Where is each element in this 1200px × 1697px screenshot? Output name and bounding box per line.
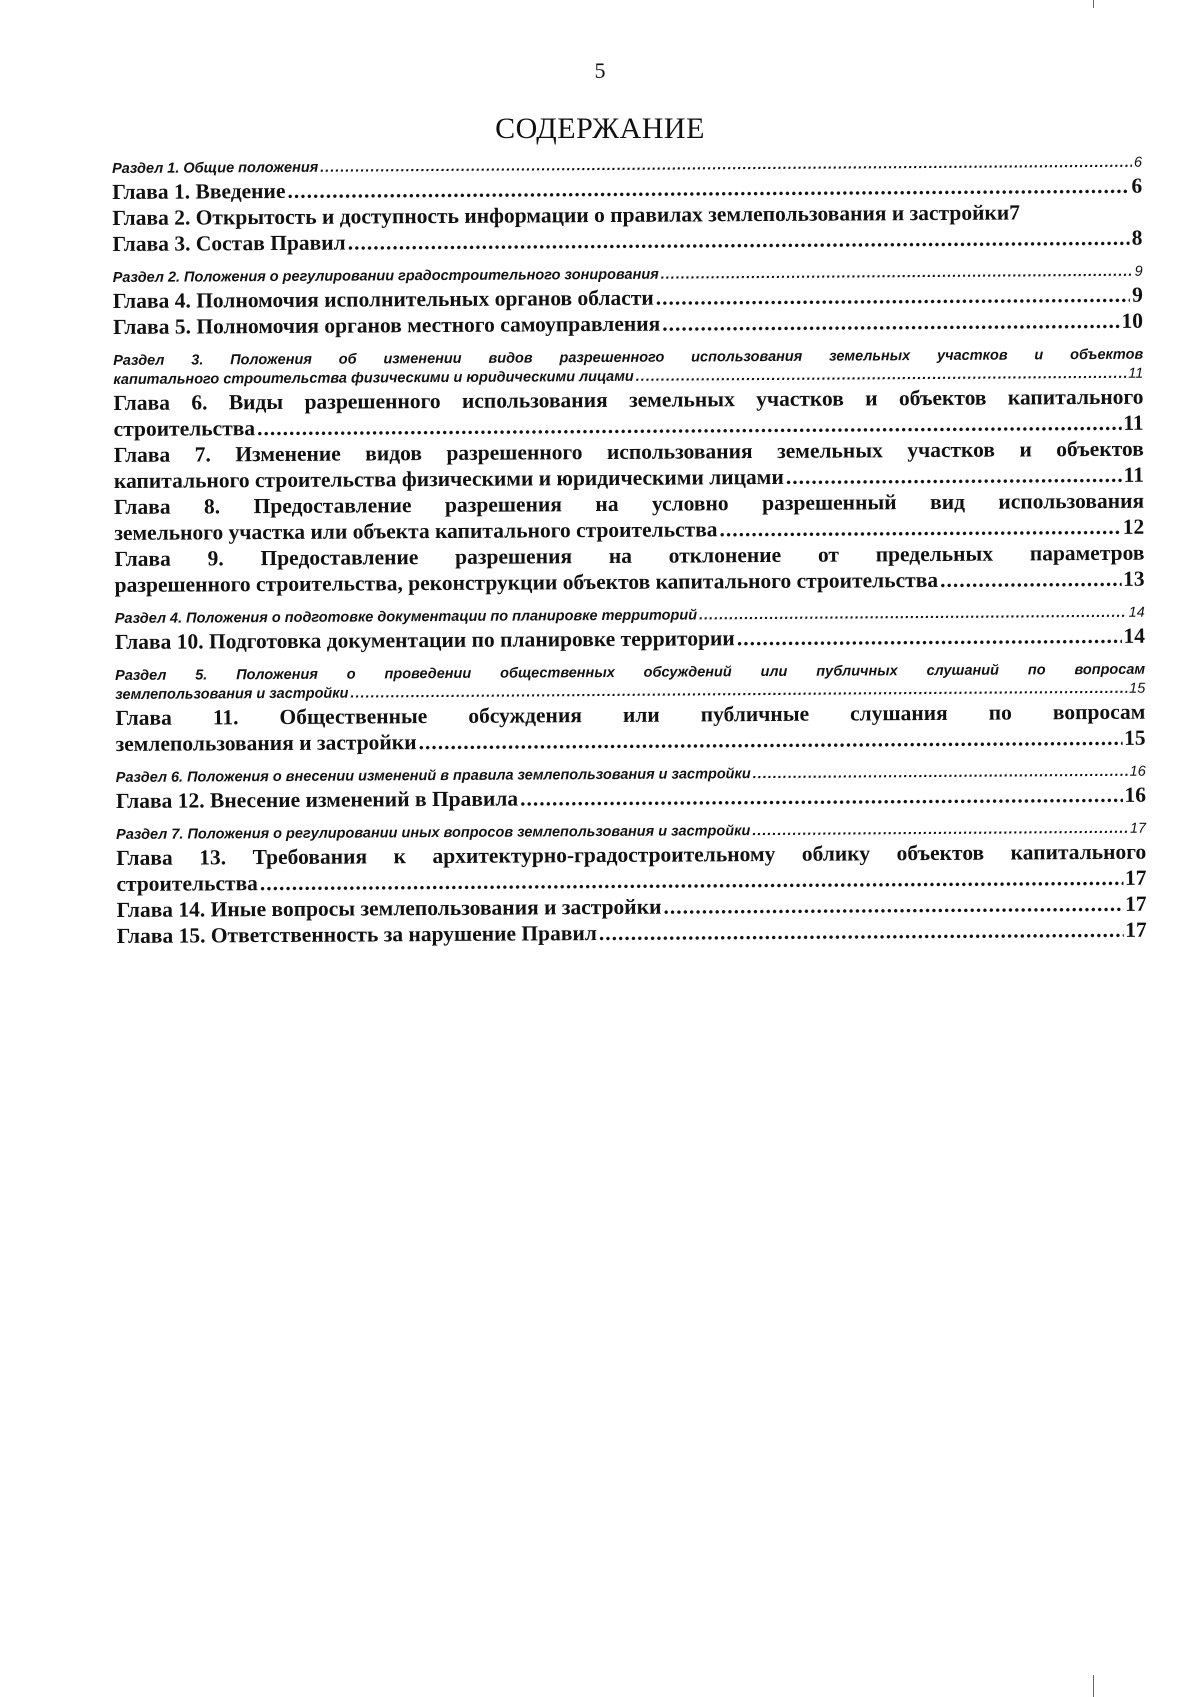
toc-leader	[663, 891, 1123, 920]
toc-leader	[656, 282, 1130, 311]
toc-entry-title: Раздел 2. Положения о регулировании градостроительного зонирования	[112, 266, 659, 286]
toc-entry-title-line-2: капитального строительства физическими и юридическими лицами	[113, 464, 784, 493]
toc-page-number: 14	[1128, 604, 1145, 621]
toc-entry-title: Раздел 7. Положения о регулировании иных вопросов землепользования и застройки	[116, 823, 751, 843]
toc-page-number: 6	[1131, 173, 1143, 198]
toc-page-number: 9	[1134, 263, 1143, 280]
toc-leader	[662, 308, 1119, 337]
toc-leader	[699, 604, 1127, 626]
toc-page-number: 6	[1133, 154, 1143, 171]
toc-leader	[719, 514, 1120, 542]
toc-page-number: 10	[1121, 308, 1144, 333]
toc-entry-title-line-1: Глава 9. Предоставление разрешения на отклонение от предельных параметров	[114, 540, 1145, 571]
toc-entry-title-line-2: разрешенного строительства, реконструкции объектов капитального строительства	[114, 567, 939, 597]
toc-chapter-11[interactable]	[115, 699, 1145, 757]
toc-entry-title: Глава 12. Внесение изменений в Правила	[115, 786, 519, 813]
toc-page-number: 14	[1123, 623, 1145, 648]
toc-entry-title: Глава 10. Подготовка документации по планировке территории	[114, 626, 735, 654]
toc-entry-title-line-2: строительства	[116, 871, 258, 896]
toc-entry-title-line-1: Раздел 5. Положения о проведении общественных обсуждений или публичных слушаний по вопросам	[115, 661, 1146, 684]
toc-chapter-6[interactable]	[113, 384, 1143, 442]
toc-leader	[737, 623, 1122, 651]
toc-leader	[599, 917, 1123, 946]
toc-entry-title: Глава 2. Открытость и доступность информации о правилах землепользования и застройки	[112, 200, 1010, 230]
toc-entry-title: Раздел 6. Положения о внесении изменений в правила землепользования и застройки	[115, 766, 751, 786]
toc-entry-title-line-2: строительства	[113, 416, 256, 441]
toc-entry-title-line-1: Глава 6. Виды разрешенного использования земельных участков и объектов капитального	[113, 384, 1144, 415]
toc-entry-title: Раздел 4. Положения о подготовке документации по планировке территорий	[114, 607, 698, 627]
toc-entry-title: Глава 1. Введение	[112, 178, 286, 204]
toc-page-number: 17	[1124, 865, 1147, 890]
toc-leader	[786, 462, 1122, 490]
toc-entry-title-line-2: капитального строительства физическими и юридическими лицами	[113, 368, 634, 388]
toc-leader	[752, 820, 1128, 841]
toc-page-number: 12	[1122, 514, 1145, 539]
toc-chapter-3[interactable]	[112, 225, 1142, 257]
toc-chapter-15[interactable]	[117, 917, 1147, 949]
toc-entry-title-line-2: землепользования и застройки	[115, 685, 349, 703]
toc-page-number: 17	[1125, 917, 1147, 942]
toc-page-number: 8	[1131, 225, 1143, 250]
table-of-contents	[112, 154, 1147, 949]
toc-entry-title-line-1: Глава 7. Изменение видов разрешенного использования земельных участков и объектов	[113, 436, 1144, 467]
toc-page-number: 13	[1123, 566, 1145, 591]
toc-leader	[520, 782, 1122, 812]
toc-page-number: 15	[1129, 680, 1146, 697]
toc-leader	[418, 725, 1122, 755]
toc-section-3[interactable]	[113, 346, 1143, 390]
toc-page-number: 9	[1132, 282, 1143, 307]
toc-page-number: 7	[1009, 200, 1021, 225]
scan-edge-mark	[1093, 1675, 1094, 1697]
toc-chapter-9[interactable]	[114, 540, 1144, 598]
toc-leader	[753, 763, 1128, 784]
toc-page-number: 16	[1124, 782, 1146, 807]
toc-section-5[interactable]	[115, 661, 1145, 705]
page-number: 5	[594, 58, 606, 83]
toc-chapter-5[interactable]	[113, 308, 1143, 340]
toc-entry-title-line-2: землепользования и застройки	[115, 730, 417, 756]
toc-entry-title: Глава 15. Ответственность за нарушение Правил	[116, 921, 597, 948]
toc-chapter-13[interactable]	[116, 839, 1146, 897]
toc-page-number: 11	[1123, 410, 1144, 435]
toc-page-number: 17	[1124, 891, 1147, 916]
toc-entry-title: Глава 4. Полномочия исполнительных органов области	[112, 285, 654, 313]
toc-entry-title: Раздел 1. Общие положения	[112, 159, 319, 177]
toc-page-number: 11	[1128, 365, 1144, 382]
toc-page-number: 15	[1123, 725, 1146, 750]
toc-page-number: 16	[1129, 763, 1146, 780]
toc-entry-title-line-1: Раздел 3. Положения об изменении видов разрешенного использования земельных участков и объектов	[113, 346, 1144, 369]
toc-chapter-10[interactable]	[115, 623, 1145, 655]
toc-leader	[348, 225, 1130, 256]
toc-entry-title: Глава 5. Полномочия органов местного самоуправления	[112, 311, 661, 339]
toc-entry-title-line-1: Глава 13. Требования к архитектурно-градостроительному облику объектов капитального	[116, 839, 1147, 870]
toc-page-number: 11	[1123, 462, 1145, 487]
scan-edge-mark	[1093, 0, 1094, 8]
toc-page-number: 17	[1129, 820, 1147, 837]
toc-entry-title-line-2: земельного участка или объекта капитального строительства	[114, 517, 718, 545]
toc-entry-title-line-1: Глава 8. Предоставление разрешения на условно разрешенный вид использования	[114, 488, 1145, 519]
toc-chapter-8[interactable]	[114, 488, 1144, 546]
page-title: СОДЕРЖАНИЕ	[495, 112, 705, 145]
toc-entry-title: Глава 14. Иные вопросы землепользования и застройки	[116, 894, 662, 922]
toc-leader	[940, 566, 1121, 593]
toc-entry-title-line-1: Глава 11. Общественные обсуждения или публичные слушания по вопросам	[115, 699, 1146, 730]
toc-entry-title: Глава 3. Состав Правил	[112, 230, 346, 256]
toc-chapter-12[interactable]	[116, 782, 1146, 814]
toc-chapter-7[interactable]	[114, 436, 1144, 494]
